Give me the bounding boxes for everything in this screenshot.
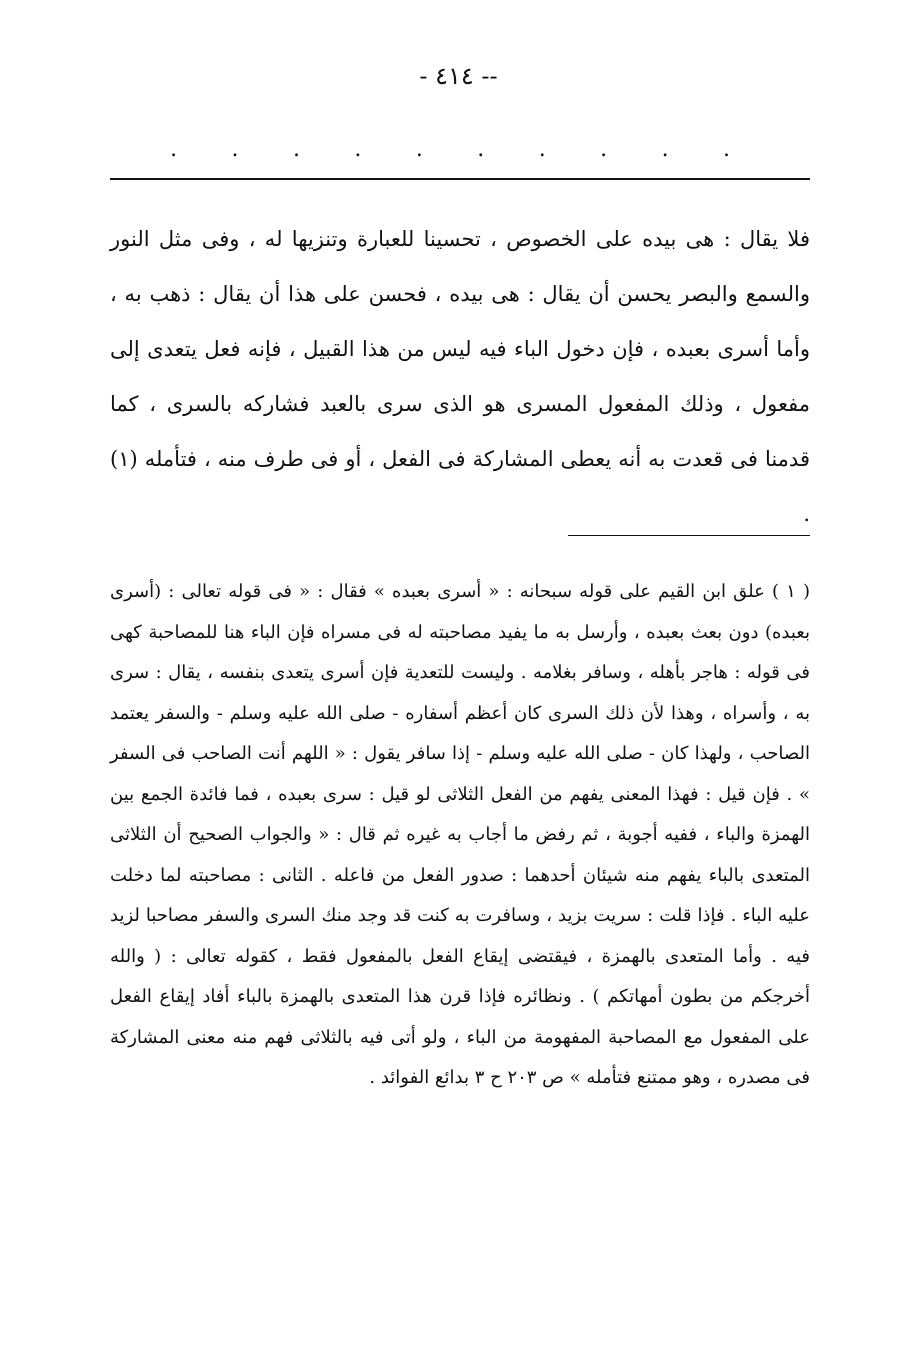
ornament-dot: .: [723, 137, 730, 162]
footnote-block: [110, 572, 810, 1099]
ornament-dot: .: [231, 137, 239, 162]
ornament-dot: .: [661, 137, 669, 162]
ornament-dot: .: [538, 137, 546, 162]
main-body-text: [110, 212, 810, 542]
header-divider: [110, 178, 810, 180]
ornament-dot: .: [292, 137, 300, 162]
page-number: -- ٤١٤ -: [419, 62, 498, 90]
footnote-paragraph: ( ١ ) علق ابن القيم على قوله سبحانه : « أسرى بعبده » فقال : « فى قوله تعالى : (أسرى بعبده) دون بعث بعبده ، وأرسل به ما يفيد مصاحبته له فى مسراه فإن الباء هنا للمصاحبة كهى فى قوله : هاجر بأهله ، وسافر بغلامه . وليست للتعدية فإن أسرى يتعدى بنفسه ، يقال : سرى به ، وأسراه ، وهذا لأن ذلك السرى كان أعظم أسفاره - صلى الله عليه وسلم - والسفر يعتمد الصاحب ، ولهذا كان - صلى الله عليه وسلم - إذا سافر يقول : « اللهم أنت الصاحب فى السفر » . فإن قيل : فهذا المعنى يفهم من الفعل الثلاثى لو قيل : سرى بعبده ، فما فائدة الجمع بين الهمزة والباء ، ففيه أجوبة ، ثم رفض ما أجاب به غيره ثم قال : « والجواب الصحيح أن الثلاثى المتعدى بالباء يفهم منه شيئان أحدهما : صدور الفعل من فاعله . الثانى : مصاحبته لما دخلت عليه الباء . فإذا قلت : سريت بزيد ، وسافرت به كنت قد وجد منك السرى والسفر مصاحبا لزيد فيه . وأما المتعدى بالهمزة ، فيقتضى إيقاع الفعل بالمفعول فقط ، كقوله تعالى : ( والله أخرجكم من بطون أمهاتكم ) . ونظائره فإذا قرن هذا المتعدى بالهمزة بالباء أفاد إيقاع الفعل على المفعول مع المصاحبة المفهومة من الباء ، ولو أتى فيه بالثلاثى فهم منه معنى المشاركة فى مصدره ، وهو ممتنع فتأمله » ص ٢٠٣ ح ٣ بدائع الفوائد .: [110, 581, 810, 1088]
ornament-dot: .: [415, 137, 423, 162]
footnote-divider: [568, 535, 810, 536]
ornament-dot: .: [600, 137, 608, 162]
ornament-dot: .: [477, 137, 485, 162]
ornament-dot: .: [170, 137, 178, 162]
main-paragraph: فلا يقال : هى بيده على الخصوص ، تحسينا للعبارة وتنزيها له ، وفى مثل النور والسمع والبصر يحسن أن يقال : هى بيده ، فحسن على هذا أن يقال : ذهب به ، وأما أسرى بعبده ، فإن دخول الباء فيه ليس من هذا القبيل ، فإنه فعل يتعدى إلى مفعول ، وذلك المفعول المسرى هو الذى سرى بالعبد فشاركه بالسرى ، كما قدمنا فى قعدت به أنه يعطى المشاركة فى الفعل ، أو فى طرف منه ، فتأمله (١) .: [110, 227, 810, 526]
ornament-dot: .: [354, 137, 362, 162]
ornamental-dots-row: [170, 137, 730, 162]
